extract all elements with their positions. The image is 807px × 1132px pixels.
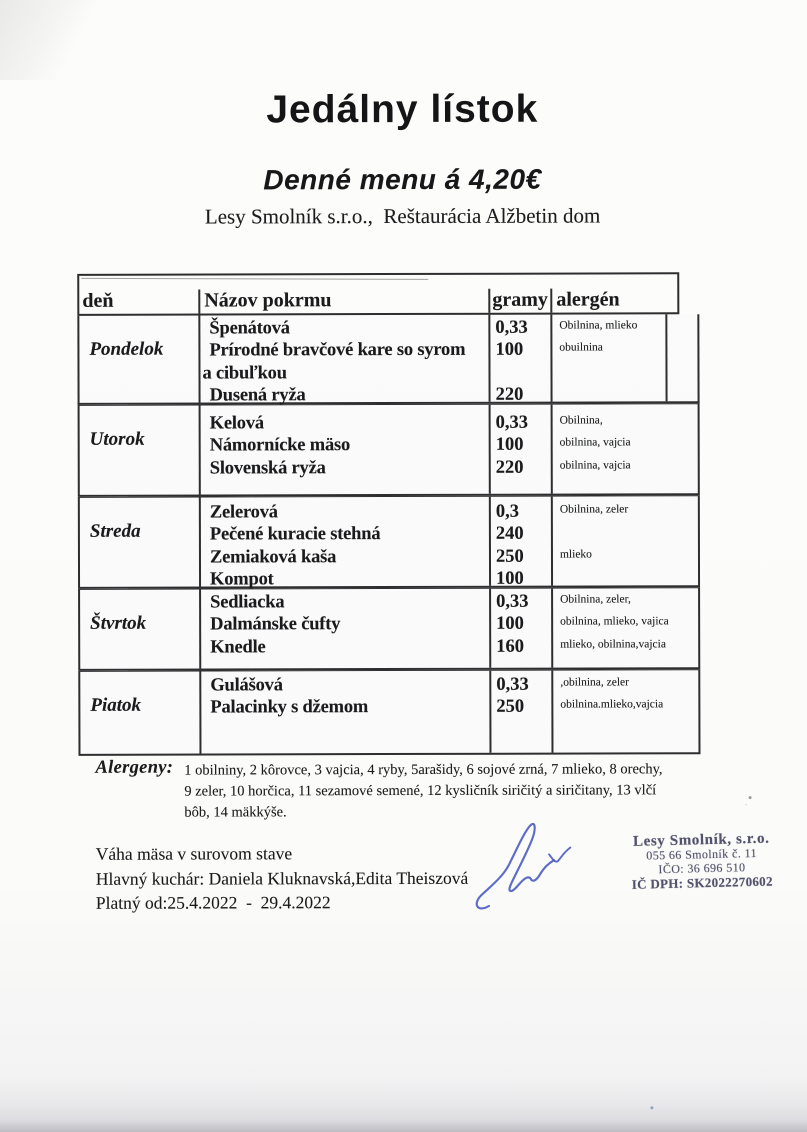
signature-ink: [469, 812, 581, 914]
allergen-note-text: [184, 756, 662, 823]
dish-cell: [200, 315, 490, 406]
day-block-piatok: [78, 669, 700, 756]
dish-name: Dalmánske čufty: [210, 614, 341, 635]
dish-name: Knedle: [210, 636, 266, 658]
stamp-ico: IČO: 36 696 510: [658, 859, 746, 876]
meat-weight-note: Váha mäsa v surovom stave: [95, 843, 293, 864]
day-cell: [80, 406, 201, 495]
header-grams: gramy: [490, 289, 552, 313]
company-stamp: [606, 830, 797, 892]
allergen-value: [553, 567, 698, 590]
day-label: Utorok: [89, 428, 145, 450]
grams-value: 100: [495, 434, 524, 456]
dish-name: Palacinky s džemom: [210, 697, 369, 718]
scan-speck: [749, 796, 752, 799]
allergen-value: mlieko, obilnina,vajcia: [560, 637, 666, 651]
allergen-value: Obilnina, mlieko: [559, 319, 638, 332]
allergen-value: [553, 383, 666, 406]
allergen-note-line: bôb, 14 mäkkýše.: [184, 804, 287, 821]
dish-name: Špenátová: [209, 318, 290, 339]
dish-name: Kelová: [209, 413, 264, 434]
day-cell: [79, 316, 200, 403]
allergen-note-line: 9 zeler, 10 horčica, 11 sezamové semené, 12 kysličník siričitý a siričitany, 13 vlčí: [184, 782, 657, 800]
day-cell: [80, 672, 201, 754]
header-dish-name: Názov pokrmu: [200, 289, 490, 314]
allergen-value: obilnina, mlieko, vajica: [560, 615, 669, 628]
dish-name: Zemiaková kaša: [209, 546, 337, 568]
grams-value: 160: [496, 636, 524, 657]
grams-value: 100: [496, 568, 524, 589]
scan-speck: [650, 1106, 653, 1109]
chef-line: Hlavný kuchár: Daniela Kluknavská,Edita Theiszová: [95, 867, 469, 889]
dish-name: Sedliacka: [210, 592, 285, 613]
dish-cell: [201, 497, 491, 590]
stamp-ic-dph: IČ DPH: SK2022270602: [631, 873, 773, 892]
dish-cell: [201, 589, 491, 669]
day-cell: [80, 498, 201, 587]
allergen-cell: [552, 314, 667, 401]
page-title: Jedálny lístok: [266, 87, 539, 132]
allergen-value: Obilnina,: [559, 414, 603, 427]
day-block-stvrtok: [78, 587, 700, 671]
header-day: deň: [79, 290, 200, 314]
header-allergen: alergén: [556, 288, 620, 311]
grams-value: 100: [495, 339, 524, 361]
allergen-cell: [553, 404, 698, 493]
allergen-value: Obilnina, zeler: [559, 503, 629, 516]
dish-cell: [201, 671, 491, 754]
grams-cell: [491, 405, 553, 494]
allergen-note-label: Alergeny:: [95, 757, 174, 778]
allergen-value: obilnina, vajcia: [559, 458, 631, 472]
grams-cell: [490, 315, 552, 405]
stamp-address: 055 66 Smolník č. 11: [646, 845, 758, 863]
grams-value: 100: [496, 613, 524, 635]
allergen-note-line: 1 obilniny, 2 kôrovce, 3 vajcia, 4 ryby, 5arašidy, 6 sojové zrná, 7 mlieko, 8 orechy,: [184, 761, 663, 779]
grams-value: 0,33: [496, 591, 529, 612]
day-block-streda: [78, 495, 700, 589]
allergen-value: mlieko: [559, 548, 592, 561]
day-cell: [80, 590, 201, 669]
grams-value: 0,33: [495, 317, 528, 338]
grams-cell: [491, 497, 553, 589]
allergen-value: ,obilnina, zeler: [560, 676, 629, 689]
grams-value: 0,33: [495, 412, 529, 433]
stamp-company-name: Lesy Smolník, s.r.o.: [632, 830, 770, 850]
dish-name: Dusená ryža: [209, 385, 306, 406]
allergen-value: [552, 361, 665, 384]
allergen-value: Obilnina, zeler,: [560, 593, 631, 606]
dish-name: Zelerová: [209, 502, 278, 523]
day-label: Piatok: [90, 694, 142, 716]
dish-name: Prírodné bravčové kare so syrom: [209, 340, 466, 361]
dish-cell: [201, 405, 491, 495]
allergen-value: [553, 523, 698, 546]
day-label: Streda: [89, 520, 141, 542]
dish-name: Pečené kuracie stehná: [209, 524, 381, 545]
allergen-note: [96, 756, 716, 824]
organization-line: Lesy Smolník s.r.o., Reštaurácia Alžbetin dom: [204, 203, 601, 229]
grams-value: 240: [495, 523, 524, 545]
day-label: Štvrtok: [90, 612, 147, 634]
grams-value: 250: [496, 696, 525, 718]
grams-cell: [491, 589, 553, 668]
footer-info: [96, 841, 469, 915]
grams-cell: [491, 671, 553, 753]
validity-line: Platný od:25.4.2022 - 29.4.2022: [95, 892, 331, 913]
empty-cell: [667, 314, 697, 401]
dish-name: Námornícke mäso: [209, 435, 351, 456]
allergen-value: obuilnina: [559, 341, 603, 354]
day-block-utorok: [78, 403, 700, 497]
dish-name: Slovenská ryža: [209, 457, 326, 479]
menu-table: [77, 272, 700, 756]
grams-value: 250: [495, 546, 524, 567]
menu-subtitle: Denné menu á 4,20€: [263, 163, 542, 196]
grams-value: 0,33: [496, 674, 529, 695]
allergen-cell: [553, 588, 698, 667]
dish-name: Kompot: [210, 569, 274, 590]
allergen-value: obilnina, vajcia: [559, 436, 631, 449]
grams-value: [490, 361, 550, 383]
grams-value: 0,3: [495, 501, 520, 522]
grams-value: 220: [495, 384, 524, 405]
table-header-row: [77, 272, 679, 316]
dish-name: a cibuľkou: [202, 362, 287, 384]
grams-value: 220: [495, 457, 524, 478]
allergen-value: obilnina.mlieko,vajcia: [560, 698, 664, 711]
day-label: Pondelok: [89, 338, 164, 360]
allergen-cell: [553, 670, 698, 752]
dish-name: Gulášová: [210, 675, 283, 696]
allergen-cell: [553, 496, 698, 585]
day-block-pondelok: [77, 314, 699, 405]
